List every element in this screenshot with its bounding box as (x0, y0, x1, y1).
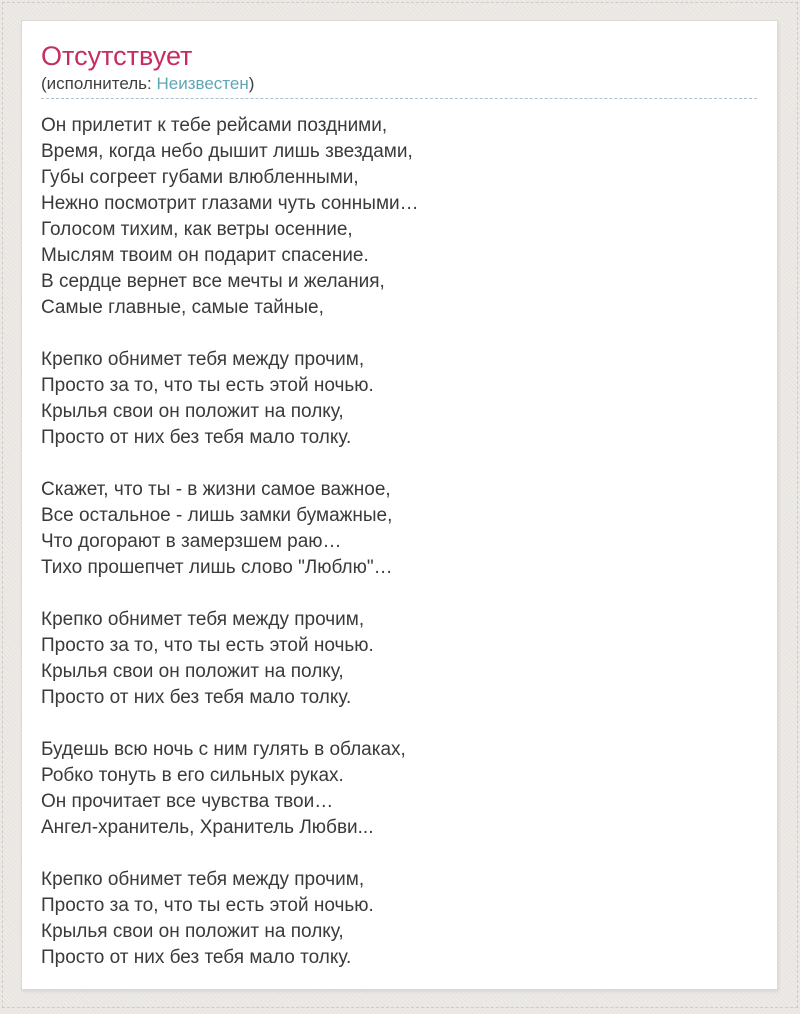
dashed-divider (41, 98, 757, 99)
lyric-line: Тихо прошепчет лишь слово "Люблю"… (41, 557, 393, 578)
lyric-line: Он прочитает все чувства твои… (41, 791, 334, 812)
artist-line (41, 73, 757, 94)
lyric-line: Просто от них без тебя мало толку. (41, 427, 352, 448)
lyric-line: Крылья свои он положит на полку, (41, 401, 344, 422)
lyric-line: Что догорают в замерзшем раю… (41, 531, 342, 552)
lyric-line: Крепко обнимет тебя между прочим, (41, 869, 365, 890)
lyric-line: Ангел-хранитель, Хранитель Любви... (41, 817, 374, 838)
lyric-line: Мыслям твоим он подарит спасение. (41, 245, 369, 266)
lyrics-card (21, 20, 778, 990)
artist-label-prefix: (исполнитель: (41, 74, 157, 93)
lyric-line: Просто за то, что ты есть этой ночью. (41, 895, 374, 916)
lyrics-stanza-4 (41, 607, 757, 711)
lyric-line: Будешь всю ночь с ним гулять в облаках, (41, 739, 406, 760)
lyric-line: Голосом тихим, как ветры осенние, (41, 219, 353, 240)
lyrics-stanza-5 (41, 737, 757, 841)
lyric-line: Он прилетит к тебе рейсами поздними, (41, 115, 388, 136)
lyrics-stanza-3 (41, 477, 757, 581)
lyric-line: Губы согреет губами влюбленными, (41, 167, 359, 188)
lyric-line: Все остальное - лишь замки бумажные, (41, 505, 393, 526)
lyrics-stanza-6 (41, 867, 757, 971)
lyric-line: Крылья свои он положит на полку, (41, 921, 344, 942)
lyric-line: Самые главные, самые тайные, (41, 297, 324, 318)
lyric-line: Время, когда небо дышит лишь звездами, (41, 141, 413, 162)
lyric-line: Нежно посмотрит глазами чуть сонными… (41, 193, 419, 214)
lyric-line: Крепко обнимет тебя между прочим, (41, 609, 365, 630)
page-title: Отсутствует (41, 41, 193, 71)
lyric-line: Крылья свои он положит на полку, (41, 661, 344, 682)
artist-link[interactable]: Неизвестен (156, 74, 249, 93)
artist-label-suffix: ) (248, 74, 255, 93)
lyric-line: Просто за то, что ты есть этой ночью. (41, 375, 374, 396)
lyric-line: Просто от них без тебя мало толку. (41, 687, 352, 708)
lyric-line: В сердце вернет все мечты и желания, (41, 271, 385, 292)
lyric-line: Робко тонуть в его сильных руках. (41, 765, 344, 786)
lyric-line: Скажет, что ты - в жизни самое важное, (41, 479, 391, 500)
lyrics-stanza-2 (41, 347, 757, 451)
lyric-line: Просто за то, что ты есть этой ночью. (41, 635, 374, 656)
lyric-line: Крепко обнимет тебя между прочим, (41, 349, 365, 370)
lyric-line: Просто от них без тебя мало толку. (41, 947, 352, 968)
lyrics-text (41, 113, 757, 971)
lyrics-stanza-1 (41, 113, 757, 321)
